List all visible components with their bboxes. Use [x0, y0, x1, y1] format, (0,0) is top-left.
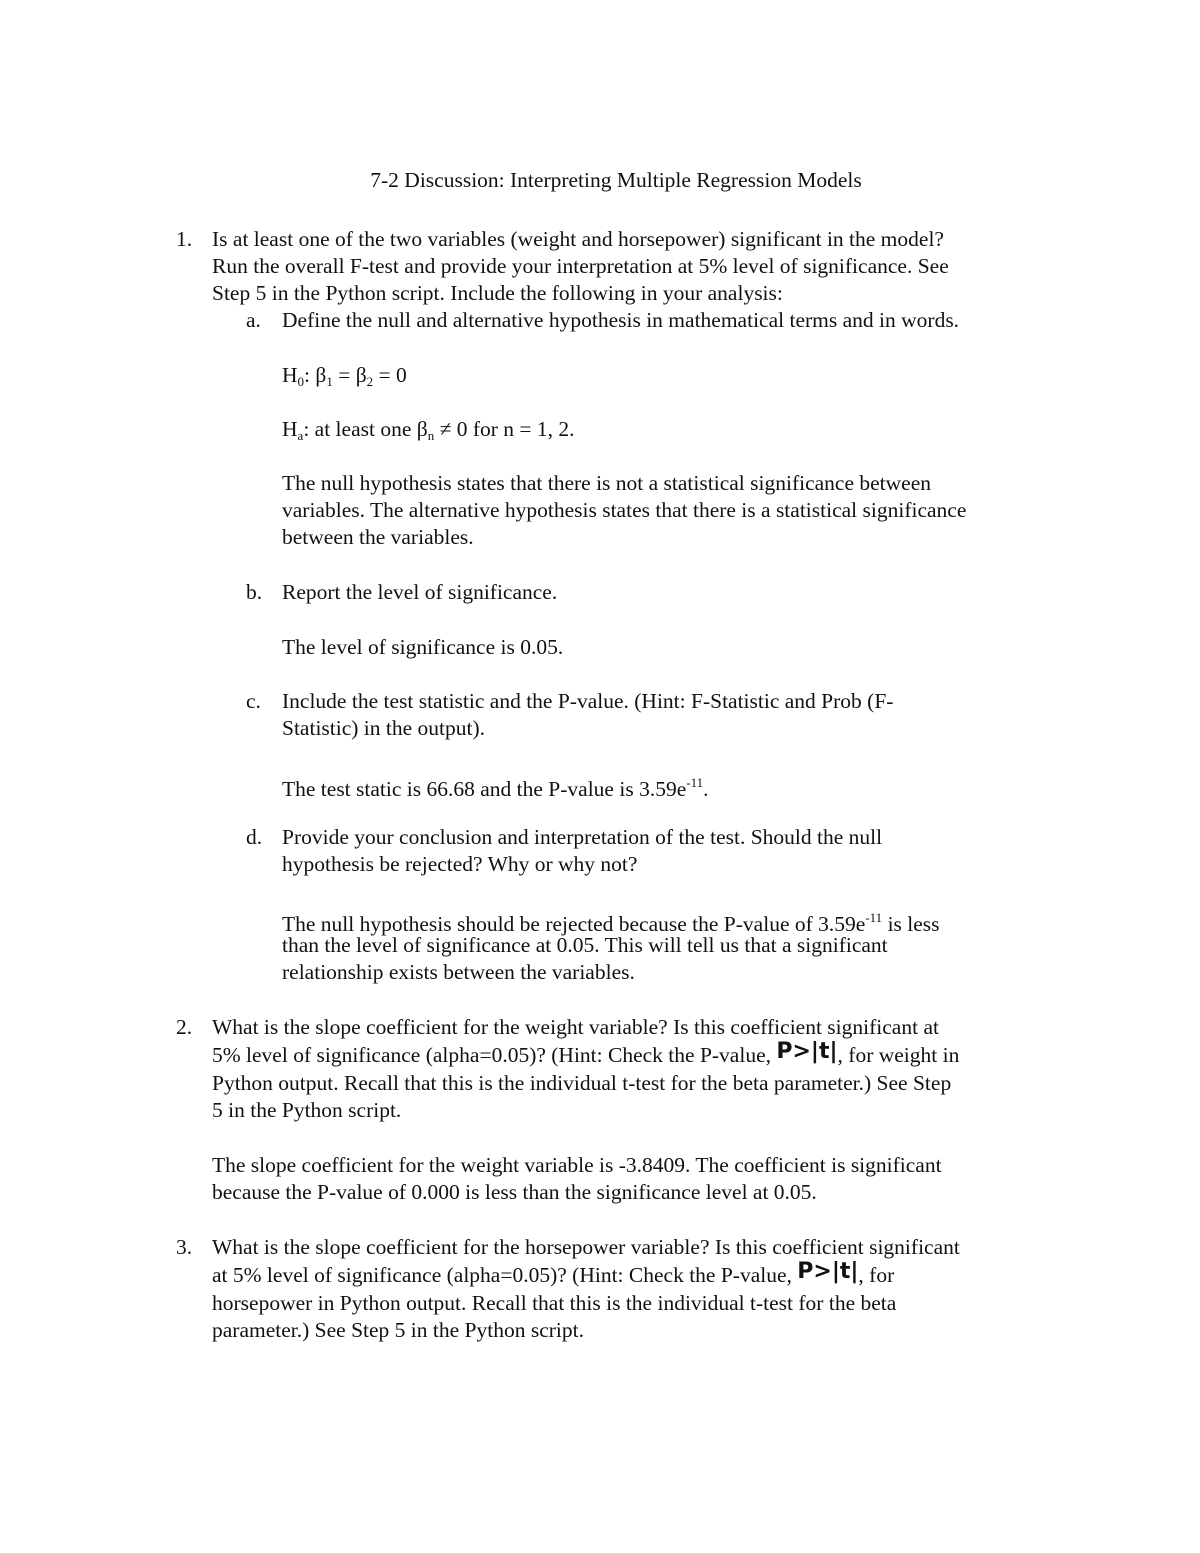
- question-3-line-1: What is the slope coefficient for the horsepower variable? Is this coefficient significant: [212, 1235, 960, 1259]
- part-b-answer: The level of significance is 0.05.: [282, 635, 564, 659]
- part-a-prompt: Define the null and alternative hypothesis in mathematical terms and in words.: [282, 308, 960, 332]
- question-1-line-2: Run the overall F-test and provide your interpretation at 5% level of significance. See: [212, 254, 949, 278]
- part-c-prompt-line-1: Include the test statistic and the P-value. (Hint: F-Statistic and Prob (F-: [282, 689, 894, 713]
- p-value-code-label: P>|t|: [797, 1259, 859, 1284]
- part-a-answer-line-2: variables. The alternative hypothesis states that there is a statistical significance: [282, 498, 967, 522]
- question-2-line-4: 5 in the Python script.: [212, 1098, 402, 1122]
- question-2-number: 2.: [176, 1015, 193, 1039]
- part-d-prompt-line-2: hypothesis be rejected? Why or why not?: [282, 852, 638, 876]
- part-a-answer-line-3: between the variables.: [282, 525, 474, 549]
- question-3-line-4: parameter.) See Step 5 in the Python script.: [212, 1318, 584, 1342]
- question-2-answer-line-2: because the P-value of 0.000 is less than the significance level at 0.05.: [212, 1180, 817, 1204]
- question-3-line-3: horsepower in Python output. Recall that this is the individual t-test for the beta: [212, 1291, 897, 1315]
- document-title: 7-2 Discussion: Interpreting Multiple Regression Models: [370, 168, 862, 192]
- question-2-line-2: 5% level of significance (alpha=0.05)? (Hint: Check the P-value, P>|t|, for weight in: [212, 1039, 960, 1067]
- question-2-line-3: Python output. Recall that this is the individual t-test for the beta parameter.) See Step: [212, 1071, 952, 1095]
- p-value-code-label: P>|t|: [776, 1039, 838, 1064]
- part-a-answer-line-1: The null hypothesis states that there is not a statistical significance between: [282, 471, 931, 495]
- question-1-number: 1.: [176, 227, 193, 251]
- part-a-label: a.: [246, 308, 261, 332]
- part-d-answer-line-1: The null hypothesis should be rejected because the P-value of $3.59e^{-11}$ is less: [282, 910, 940, 936]
- alternative-hypothesis-formula: $H_a$: at least one $\beta_n \ne 0$ for n = 1, 2.: [282, 417, 575, 443]
- null-hypothesis-formula: $H_0$: $\beta_1 = \beta_2 = 0$: [282, 363, 407, 389]
- part-d-answer-line-3: relationship exists between the variables.: [282, 960, 635, 984]
- question-3-number: 3.: [176, 1235, 193, 1259]
- question-2-answer-line-1: The slope coefficient for the weight variable is -3.8409. The coefficient is significant: [212, 1153, 942, 1177]
- part-d-answer-line-2: than the level of significance at 0.05. This will tell us that a significant: [282, 933, 888, 957]
- question-1-line-3: Step 5 in the Python script. Include the following in your analysis:: [212, 281, 783, 305]
- question-1-line-1: Is at least one of the two variables (weight and horsepower) significant in the model?: [212, 227, 944, 251]
- part-b-prompt: Report the level of significance.: [282, 580, 558, 604]
- question-2-line-1: What is the slope coefficient for the weight variable? Is this coefficient significant at: [212, 1015, 939, 1039]
- part-b-label: b.: [246, 580, 263, 604]
- part-c-prompt-line-2: Statistic) in the output).: [282, 716, 486, 740]
- question-3-line-2: at 5% level of significance (alpha=0.05)? (Hint: Check the P-value, P>|t|, for: [212, 1259, 895, 1287]
- part-d-prompt-line-1: Provide your conclusion and interpretation of the test. Should the null: [282, 825, 883, 849]
- part-c-answer: The test static is 66.68 and the P-value is $3.59e^{-11}$.: [282, 775, 709, 801]
- part-c-label: c.: [246, 689, 261, 713]
- part-d-label: d.: [246, 825, 263, 849]
